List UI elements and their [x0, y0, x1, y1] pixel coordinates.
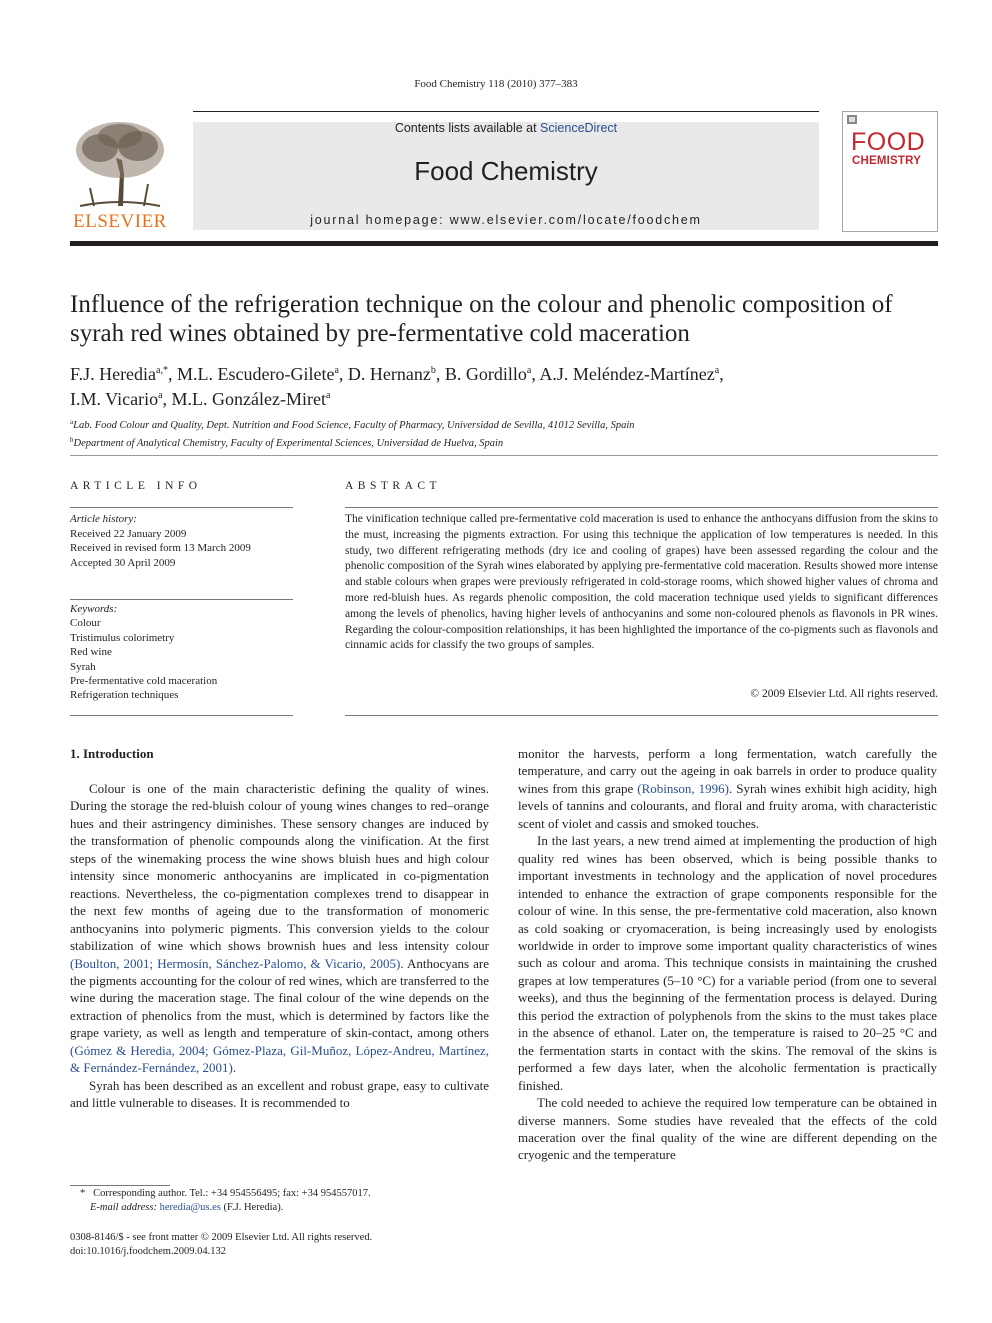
footnote [70, 1187, 489, 1215]
citation-link[interactable]: (Gómez & Heredia, 2004; Gómez-Plaza, Gil-Muñoz, López-Andreu, Martínez, & Fernández-Fernández, 2001) [70, 1042, 489, 1076]
journal-citation: Food Chemistry 118 (2010) 377–383 [414, 78, 578, 90]
author: I.M. Vicario$^a$, [70, 389, 172, 409]
affiliations [70, 415, 938, 451]
article-info-rule [70, 507, 293, 508]
copyright: © 2009 Elsevier Ltd. All rights reserved. [750, 688, 938, 700]
citation-link[interactable]: (Boulton, 2001; Hermosín, Sánchez-Palomo, & Vicario, 2005) [70, 955, 401, 971]
author: M.L. González-Miret$^a$ [171, 389, 331, 409]
keyword: Colour [70, 617, 101, 630]
article-info-rule [70, 715, 293, 716]
article-history [70, 512, 293, 570]
elsevier-wordmark: ELSEVIER [73, 211, 167, 232]
paragraph: In the last years, a new trend aimed at implementing the production of high quality red wines has been observed, which is being possible thanks to important investments in technology and the application of novel procedures intended to enhance the extraction of grape components responsible for the colour of wine. In this sense, the pre-fermentative cold maceration, also known as cold soaking or cryomaceration, is being increasingly used by enologists worldwide in order to improve some important quality characteristics of wines such as colour and aroma. This technique consists in maintaining the crushed grapes at low temperatures (5–10 °C) for a variable period (from one to several weeks), and thus the beginning of the fermentation process is delayed. During this period the extraction of polyphenols from the skins to the must takes place in the absence of ethanol. Later on, the temperature is raised to 20–25 °C and the fermentation starts in contact with the skins. The removal of the skins is performed a few days later, when the alcoholic fermentation is practically finished. [518, 833, 937, 1093]
footnote-rule [70, 1185, 170, 1186]
journal-homepage[interactable]: journal homepage: www.elsevier.com/locate/foodchem [310, 213, 702, 227]
paragraph: The cold needed to achieve the required low temperature can be obtained in diverse manners. Some studies have revealed that the effects of the cold maceration over the final quality of the wine are different depending on the cryogenic and the temperature [518, 1095, 937, 1163]
author: D. Hernanz$^b$, [347, 364, 445, 384]
paragraph: Colour is one of the main characteristic defining the quality of wines. During the storage the red-bluish colour of young wines changes to red–orange hues and their astringency diminishes. These sensory changes are induced by the transformation of phenolic compounds along the vinification. At the first steps of the winemaking process the wine shows bluish hues and high colour intensity since monomeric anthocyanins are implicated in co-pigmentation reactions. Nevertheless, the co-pigmentation complexes trend to disappear in the next few months of ageing due to the transformation of monomeric anthocyanins into polymeric pigments. This conversion yields to the colour stabilization of wine which shows brownish hues and less intensity colour (Boulton, 2001; Hermosín, Sánchez-Palomo, & Vicario, 2005). Anthocyans are the pigments accounting for the colour of red wines, which are transferred to the wine during the maceration stage. The final colour of the wine depends on the extraction of phenolics from the must, which is determined by factors like the grape variety, as well as length and temperature of skin-contact, among others (Gómez & Heredia, 2004; Gómez-Plaza, Gil-Muñoz, López-Andreu, Martínez, & Fernández-Fernández, 2001). [70, 781, 489, 1076]
body-column-right [518, 745, 937, 1164]
cover-title-food: FOOD [851, 128, 926, 156]
front-matter [70, 1231, 489, 1259]
keyword: Tristimulus colorimetry [70, 631, 175, 644]
author: B. Gordillo$^a$, [444, 364, 540, 384]
email-link[interactable]: heredia@us.es [159, 1202, 221, 1213]
header-rule [193, 111, 819, 112]
abstract-rule [345, 507, 938, 508]
history-item: Received in revised form 13 March 2009 [70, 542, 251, 554]
abstract-text: The vinification technique called pre-fermentative cold maceration is used to enhance the anthocyans diffusion from the skins to the must, increasing the pigments extraction. For using this technique the application of low temperatures is needed. In this study, two different refrigerating methods (dry ice and cooling of grapes) have been assessed regarding the colour and the phenolic composition of the Syrah wines elaborated by applying pre-fermentative cold maceration. Results showed more intense and stable colours when grapes were previously refrigerated in cold-storage rooms, which showed higher values of chroma and more red-bluish hues. As regards phenolic composition, the cold maceration technique used yields to significant differences among the levels of phenolics, having higher levels of anthocyanins and some non-coloured phenols as flavonols in PR wines. Regarding the colour-composition relationships, it has been highlighted the importance of the co-pigments such as flavonols and cinnamic acids for classify the two groups of samples. [345, 513, 938, 652]
section-heading: 1. Introduction [70, 746, 154, 761]
issn-line: 0308-8146/$ - see front matter © 2009 Elsevier Ltd. All rights reserved. [70, 1232, 373, 1243]
article-title: Influence of the refrigeration technique on the colour and phenolic composition of syrah red wines obtained by pre-fermentative cold maceration [70, 291, 893, 347]
contents-prefix: Contents lists available at [394, 121, 541, 135]
history-item: Received 22 January 2009 [70, 527, 187, 540]
abstract-heading: ABSTRACT [345, 480, 442, 492]
author-list [70, 360, 938, 410]
affiliation: $^a$Lab. Food Colour and Quality, Dept. Nutrition and Food Science, Faculty of Pharmacy, Universidad de Sevilla, 41012 Sevilla, Spain [70, 418, 635, 431]
abstract-rule [345, 715, 938, 716]
keyword: Pre-fermentative cold maceration [70, 675, 218, 688]
paragraph: monitor the harvests, perform a long fermentation, watch carefully the temperature, and carry out the ageing in oak barrels in order to produce quality wines from this grape (Robinson, 1996). Syrah wines exhibit high acidity, high levels of tannins and colourants, and floral and fruity aroma, with characteristic scent of violet and cassis and smoked touches. [518, 746, 937, 831]
citation-link[interactable]: (Robinson, 1996) [637, 780, 729, 796]
history-label: Article history: [70, 513, 137, 525]
cover-title-chemistry: CHEMISTRY [852, 155, 922, 167]
article-info-rule [70, 599, 293, 600]
keyword: Refrigeration techniques [70, 689, 179, 702]
body-column-left [70, 780, 489, 1112]
affiliation-rule [70, 455, 938, 456]
author: M.L. Escudero-Gilete$^a$, [177, 364, 348, 384]
keyword: Red wine [70, 646, 112, 659]
email-note: E-mail address: heredia@us.es (F.J. Heredia). [90, 1202, 284, 1213]
sciencedirect-link[interactable]: ScienceDirect [540, 121, 618, 135]
corresponding-author-note: * Corresponding author. Tel.: +34 954556495; fax: +34 954557017. [80, 1188, 371, 1199]
journal-title: Food Chemistry [414, 156, 598, 186]
cover-emblem-icon [847, 115, 857, 124]
history-item: Accepted 30 April 2009 [70, 556, 176, 569]
author: A.J. Meléndez-Martínez$^a$, [539, 364, 724, 384]
contents-line [193, 121, 819, 135]
doi-line[interactable]: doi:10.1016/j.foodchem.2009.04.132 [70, 1246, 227, 1257]
keywords [70, 602, 293, 703]
author: F.J. Heredia$^{a,*}$, [70, 364, 177, 384]
paragraph: Syrah has been described as an excellent and robust grape, easy to cultivate and little vulnerable to diseases. It is recommended to [70, 1077, 489, 1111]
article-info-heading: ARTICLE INFO [70, 480, 202, 492]
keywords-label: Keywords: [70, 603, 118, 615]
header-thick-rule [70, 241, 938, 246]
affiliation: $^b$Department of Analytical Chemistry, Faculty of Experimental Sciences, Universidad de Huelva, Spain [70, 436, 504, 449]
keyword: Syrah [70, 660, 96, 673]
